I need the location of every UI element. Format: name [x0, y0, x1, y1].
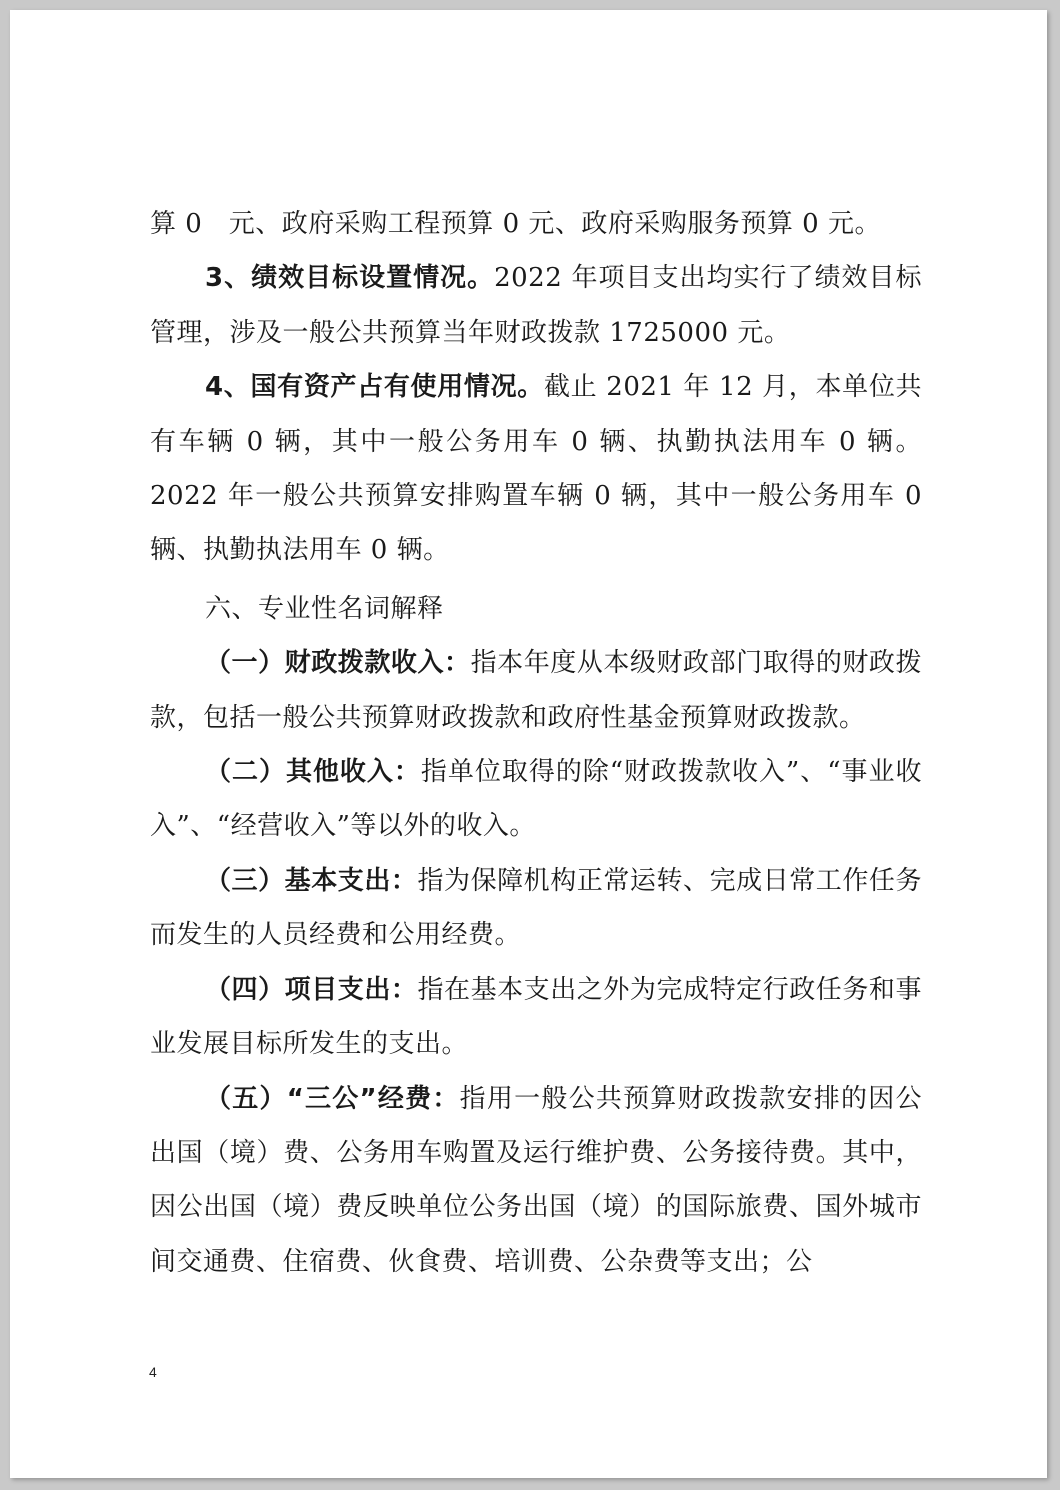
paragraph-text: 算 0 元、政府采购工程预算 0 元、政府采购服务预算 0 元。 — [150, 209, 881, 239]
definition-text: 指单位取得的除“财政拨款收入”、“事业收入”、“经营收入”等以外的收入。 — [150, 757, 922, 842]
definition-term: （五）“三公”经费： — [205, 1083, 460, 1114]
paragraph-lead: 4、国有资产占有使用情况。 — [205, 372, 544, 403]
definition-text: 指为保障机构正常运转、完成日常工作任务而发生的人员经费和公用经费。 — [150, 865, 922, 951]
definition-term: （二）其他收入： — [205, 757, 421, 788]
paragraph-procurement-tail — [150, 197, 922, 251]
paragraph-lead: 3、绩效目标设置情况。 — [205, 263, 495, 294]
definition-fiscal-appropriation — [150, 636, 922, 745]
paragraph-text: 2022 年项目支出均实行了绩效目标管理，涉及一般公共预算当年财政拨款 1725000 元。 — [150, 263, 922, 348]
definition-term: （一）财政拨款收入： — [205, 648, 471, 679]
definition-term: （三）基本支出： — [205, 865, 418, 896]
definition-term: （四）项目支出： — [205, 974, 418, 1005]
definition-text: 指本年度从本级财政部门取得的财政拨款，包括一般公共预算财政拨款和政府性基金预算财政拨款。 — [150, 648, 922, 733]
definition-project-expenditure — [150, 963, 922, 1072]
page-body — [150, 197, 922, 1289]
definition-text: 指用一般公共预算财政拨款安排的因公出国（境）费、公务用车购置及运行维护费、公务接待费。其中，因公出国（境）费反映单位公务出国（境）的国际旅费、国外城市间交通费、住宿费、伙食费、培训费、公杂费等支出；公 — [150, 1083, 922, 1277]
paragraph-state-assets — [150, 360, 922, 578]
definition-other-income — [150, 745, 922, 854]
definition-text: 指在基本支出之外为完成特定行政任务和事业发展目标所发生的支出。 — [150, 974, 922, 1060]
paragraph-performance-targets — [150, 251, 922, 360]
page-number: 4 — [149, 1364, 157, 1380]
paragraph-text: 截止 2021 年 12 月，本单位共有车辆 0 辆，其中一般公务用车 0 辆、执勤执法用车 0 辆。2022 年一般公共预算安排购置车辆 0 辆，其中一般公务用车 0 辆、执勤执法用车 0 辆。 — [150, 372, 923, 566]
definition-basic-expenditure — [150, 854, 922, 963]
document-page — [10, 10, 1047, 1478]
section-heading: 六、专业性名词解释 — [205, 593, 444, 624]
definition-three-public-expenses — [150, 1072, 922, 1290]
